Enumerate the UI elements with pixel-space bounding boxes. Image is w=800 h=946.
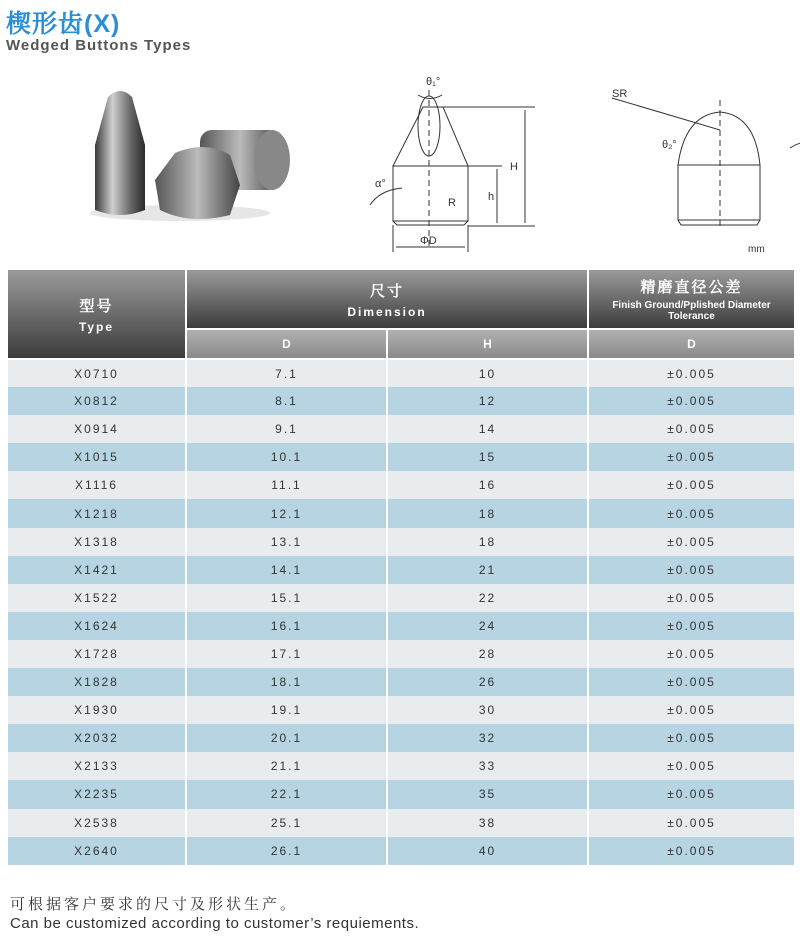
d-cell: 21.1 [186, 752, 387, 780]
type-cell: X2235 [7, 780, 186, 808]
tolerance-cell: ±0.005 [588, 471, 795, 499]
label-R: R [448, 197, 456, 209]
table-row [7, 443, 795, 471]
type-cell: X1218 [7, 499, 186, 527]
table-row [7, 528, 795, 556]
table-row [7, 780, 795, 808]
h-cell: 14 [387, 415, 588, 443]
h-cell: 28 [387, 640, 588, 668]
tolerance-cell: ±0.005 [588, 780, 795, 808]
h-cell: 33 [387, 752, 588, 780]
d-cell: 12.1 [186, 499, 387, 527]
d-cell: 22.1 [186, 780, 387, 808]
table-row [7, 359, 795, 387]
type-cell: X1421 [7, 556, 186, 584]
type-cell: X0914 [7, 415, 186, 443]
h-cell: 30 [387, 696, 588, 724]
type-cell: X0710 [7, 359, 186, 387]
type-cell: X2640 [7, 837, 186, 865]
type-cell: X1728 [7, 640, 186, 668]
h-cell: 32 [387, 724, 588, 752]
dimension-diagram [340, 70, 800, 260]
specs-table [6, 268, 796, 865]
tolerance-cell: ±0.005 [588, 584, 795, 612]
h-cell: 40 [387, 837, 588, 865]
type-cell: X2538 [7, 809, 186, 837]
d-cell: 20.1 [186, 724, 387, 752]
label-theta2: θ₂° [662, 139, 677, 151]
subheader-tol-d: D [588, 329, 795, 359]
subheader-h: H [387, 329, 588, 359]
table-row [7, 556, 795, 584]
d-cell: 26.1 [186, 837, 387, 865]
page-subtitle: Wedged Buttons Types [6, 37, 192, 54]
d-cell: 10.1 [186, 443, 387, 471]
table-row [7, 471, 795, 499]
tolerance-cell: ±0.005 [588, 668, 795, 696]
header-tolerance: 精磨直径公差 Finish Ground/Pplished Diameter Tolerance [588, 269, 795, 329]
label-H: H [510, 161, 518, 173]
tolerance-cell: ±0.005 [588, 696, 795, 724]
label-SR: SR [612, 88, 628, 100]
table-row [7, 612, 795, 640]
d-cell: 19.1 [186, 696, 387, 724]
h-cell: 15 [387, 443, 588, 471]
d-cell: 8.1 [186, 387, 387, 415]
h-cell: 22 [387, 584, 588, 612]
d-cell: 16.1 [186, 612, 387, 640]
type-cell: X1116 [7, 471, 186, 499]
type-cell: X1624 [7, 612, 186, 640]
tolerance-cell: ±0.005 [588, 528, 795, 556]
label-alpha: α° [375, 178, 386, 190]
type-cell: X2133 [7, 752, 186, 780]
header-dimension: 尺寸 Dimension [186, 269, 588, 329]
h-cell: 18 [387, 499, 588, 527]
tolerance-cell: ±0.005 [588, 443, 795, 471]
h-cell: 12 [387, 387, 588, 415]
tolerance-cell: ±0.005 [588, 640, 795, 668]
table-row [7, 387, 795, 415]
table-row [7, 809, 795, 837]
h-cell: 10 [387, 359, 588, 387]
tolerance-cell: ±0.005 [588, 752, 795, 780]
product-photo [60, 85, 300, 225]
h-cell: 16 [387, 471, 588, 499]
h-cell: 18 [387, 528, 588, 556]
d-cell: 17.1 [186, 640, 387, 668]
header-type: 型号 Type [7, 269, 186, 359]
h-cell: 21 [387, 556, 588, 584]
note-cn: 可根据客户要求的尺寸及形状生产。 [10, 896, 299, 913]
tolerance-cell: ±0.005 [588, 387, 795, 415]
table-row [7, 696, 795, 724]
d-cell: 14.1 [186, 556, 387, 584]
d-cell: 25.1 [186, 809, 387, 837]
type-cell: X1318 [7, 528, 186, 556]
type-cell: X2032 [7, 724, 186, 752]
tolerance-cell: ±0.005 [588, 724, 795, 752]
tolerance-cell: ±0.005 [588, 359, 795, 387]
type-cell: X1522 [7, 584, 186, 612]
tolerance-cell: ±0.005 [588, 837, 795, 865]
label-D: ΦD [420, 235, 437, 247]
label-h: h [488, 191, 495, 203]
table-row [7, 837, 795, 865]
h-cell: 26 [387, 668, 588, 696]
d-cell: 13.1 [186, 528, 387, 556]
type-cell: X1828 [7, 668, 186, 696]
d-cell: 11.1 [186, 471, 387, 499]
d-cell: 18.1 [186, 668, 387, 696]
h-cell: 35 [387, 780, 588, 808]
table-row [7, 584, 795, 612]
tolerance-cell: ±0.005 [588, 499, 795, 527]
type-cell: X1930 [7, 696, 186, 724]
table-row [7, 499, 795, 527]
h-cell: 24 [387, 612, 588, 640]
d-cell: 7.1 [186, 359, 387, 387]
table-row [7, 640, 795, 668]
table-row [7, 415, 795, 443]
table-row [7, 668, 795, 696]
unit-label: mm [748, 244, 765, 255]
note-en: Can be customized according to customer’s requiements. [10, 915, 420, 932]
label-theta1: θ₁° [426, 76, 441, 88]
d-cell: 15.1 [186, 584, 387, 612]
tolerance-cell: ±0.005 [588, 809, 795, 837]
h-cell: 38 [387, 809, 588, 837]
page-title: 楔形齿(X) [6, 10, 121, 38]
table-row [7, 752, 795, 780]
subheader-d: D [186, 329, 387, 359]
d-cell: 9.1 [186, 415, 387, 443]
table-row [7, 724, 795, 752]
tolerance-cell: ±0.005 [588, 415, 795, 443]
tolerance-cell: ±0.005 [588, 556, 795, 584]
type-cell: X0812 [7, 387, 186, 415]
type-cell: X1015 [7, 443, 186, 471]
tolerance-cell: ±0.005 [588, 612, 795, 640]
